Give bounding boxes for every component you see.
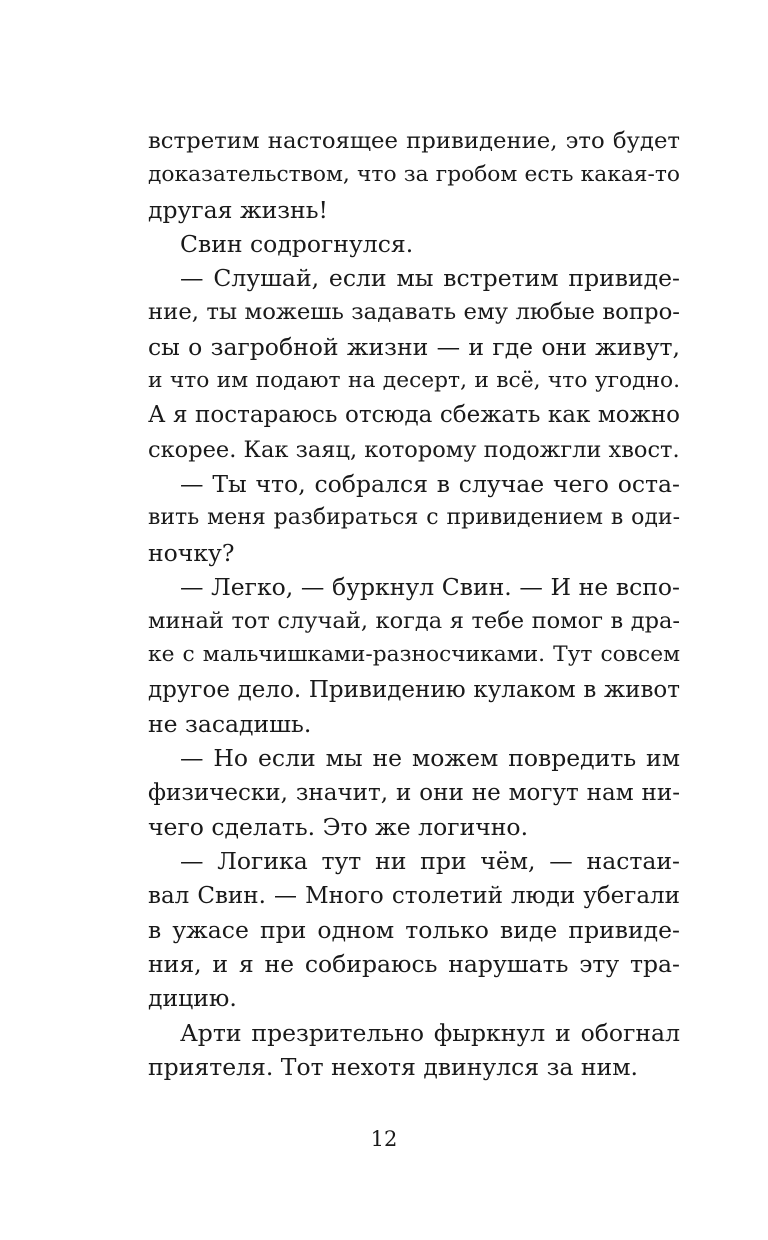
text-line: ние, ты можешь задавать ему любые вопро- (148, 299, 680, 326)
text-line: сы о загробной жизни — и где они живут, (148, 332, 680, 361)
text-line: минай тот случай, когда я тебе помог в дра- (148, 608, 680, 635)
text-line: Арти презрительно фыркнул и обогнал (180, 1018, 680, 1047)
text-line: другое дело. Привидению кулаком в живот (148, 676, 680, 703)
text-line: скорее. Как заяц, которому подожгли хвост. (148, 436, 680, 463)
page-number: 12 (370, 1127, 398, 1151)
text-line: ке с мальчишками-разносчиками. Тут совсем (148, 642, 680, 668)
text-line: и что им подают на десерт, и всё, что угодно. (148, 368, 680, 394)
text-line: ния, и я не собираюсь нарушать эту тра- (148, 950, 680, 979)
text-line: встретим настоящее привидение, это будет (148, 128, 680, 154)
text-line: в ужасе при одном только виде привиде- (148, 915, 680, 944)
text-line: А я постараюсь отсюда сбежать как можно (148, 402, 680, 429)
text-line: ночку? (148, 538, 235, 567)
text-line: — Ты что, собрался в случае чего оста- (180, 469, 680, 498)
text-line: другая жизнь! (148, 195, 328, 224)
text-line: вить меня разбираться с привидением в оди- (148, 505, 680, 531)
text-line: доказательством, что за гробом есть какая-то (148, 162, 680, 188)
text-line: вал Свин. — Много столетий люди убегали (148, 882, 680, 909)
text-line: Свин содрогнулся. (180, 229, 414, 258)
text-line: — Но если мы не можем повредить им (180, 744, 680, 773)
text-line: физически, значит, и они не могут нам ни- (148, 779, 680, 806)
text-line: — Логика тут ни при чём, — настаи- (180, 847, 680, 876)
text-line: чего сделать. Это же логично. (148, 812, 529, 841)
text-line: дицию. (148, 984, 237, 1013)
body-text (148, 124, 680, 1084)
text-line: не засадишь. (148, 710, 312, 739)
text-line: приятеля. Тот нехотя двинулся за ним. (148, 1053, 638, 1082)
text-line: — Легко, — буркнул Свин. — И не вспо- (180, 572, 680, 601)
text-line: — Слушай, если мы встретим привиде- (180, 264, 680, 293)
